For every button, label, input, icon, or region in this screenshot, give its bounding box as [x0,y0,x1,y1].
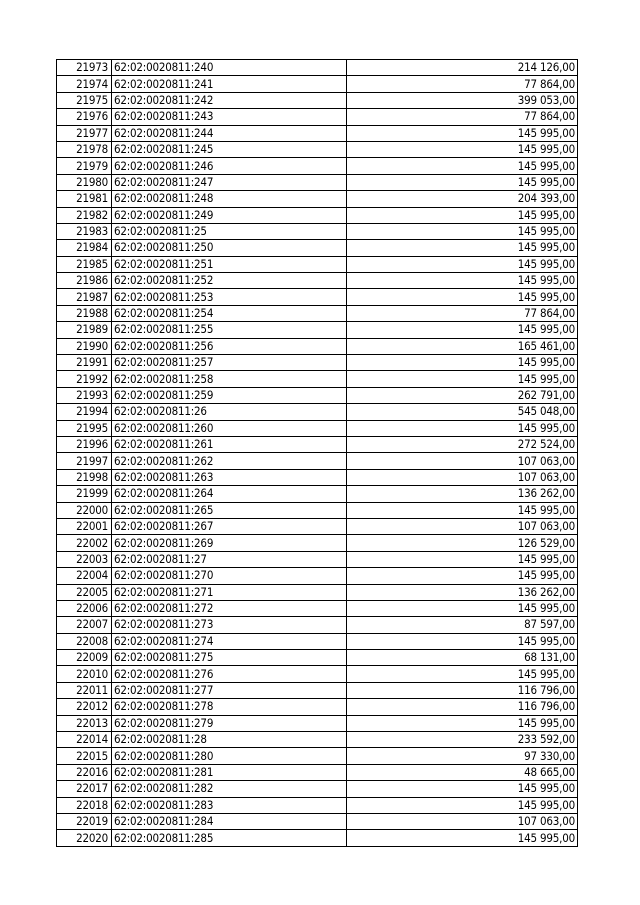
row-number-cell: 21994 [57,404,112,420]
cadastral-number-cell: 62:02:0020811:251 [112,256,347,272]
table-row [57,158,578,174]
cadastral-number-cell: 62:02:0020811:246 [112,158,347,174]
table-row [57,371,578,387]
row-number-cell: 22008 [57,633,112,649]
cadastral-number-cell: 62:02:0020811:270 [112,568,347,584]
table-row [57,666,578,682]
table-row [57,305,578,321]
cadastral-number-cell: 62:02:0020811:243 [112,109,347,125]
table-row [57,650,578,666]
table-row [57,551,578,567]
cadastral-number-cell: 62:02:0020811:249 [112,207,347,223]
row-number-cell: 21990 [57,338,112,354]
value-cell: 145 995,00 [347,125,578,141]
value-cell: 145 995,00 [347,715,578,731]
value-cell: 214 126,00 [347,60,578,76]
cadastral-number-cell: 62:02:0020811:25 [112,223,347,239]
table-row [57,289,578,305]
table-row [57,76,578,92]
row-number-cell: 21993 [57,387,112,403]
cadastral-number-cell: 62:02:0020811:253 [112,289,347,305]
row-number-cell: 21977 [57,125,112,141]
value-cell: 545 048,00 [347,404,578,420]
cadastral-number-cell: 62:02:0020811:265 [112,502,347,518]
table-row [57,109,578,125]
row-number-cell: 22002 [57,535,112,551]
table-row [57,732,578,748]
row-number-cell: 21999 [57,486,112,502]
cadastral-number-cell: 62:02:0020811:267 [112,518,347,534]
value-cell: 107 063,00 [347,813,578,829]
value-cell: 145 995,00 [347,223,578,239]
table-row [57,633,578,649]
row-number-cell: 21973 [57,60,112,76]
value-cell: 145 995,00 [347,207,578,223]
table-row [57,256,578,272]
cadastral-value-table [56,59,578,847]
cadastral-number-cell: 62:02:0020811:258 [112,371,347,387]
row-number-cell: 21974 [57,76,112,92]
table-row [57,764,578,780]
table-row [57,141,578,157]
row-number-cell: 22020 [57,830,112,846]
table-row [57,568,578,584]
cadastral-number-cell: 62:02:0020811:28 [112,732,347,748]
cadastral-number-cell: 62:02:0020811:242 [112,92,347,108]
table-row [57,781,578,797]
value-cell: 145 995,00 [347,240,578,256]
value-cell: 145 995,00 [347,781,578,797]
cadastral-number-cell: 62:02:0020811:244 [112,125,347,141]
table-row [57,338,578,354]
value-cell: 145 995,00 [347,174,578,190]
row-number-cell: 22017 [57,781,112,797]
cadastral-number-cell: 62:02:0020811:27 [112,551,347,567]
value-cell: 204 393,00 [347,191,578,207]
row-number-cell: 21983 [57,223,112,239]
row-number-cell: 22001 [57,518,112,534]
cadastral-number-cell: 62:02:0020811:276 [112,666,347,682]
value-cell: 145 995,00 [347,568,578,584]
row-number-cell: 22013 [57,715,112,731]
cadastral-number-cell: 62:02:0020811:271 [112,584,347,600]
row-number-cell: 21998 [57,469,112,485]
cadastral-number-cell: 62:02:0020811:250 [112,240,347,256]
table-row [57,322,578,338]
row-number-cell: 22006 [57,600,112,616]
value-cell: 68 131,00 [347,650,578,666]
cadastral-number-cell: 62:02:0020811:261 [112,436,347,452]
cadastral-number-cell: 62:02:0020811:240 [112,60,347,76]
value-cell: 145 995,00 [347,322,578,338]
table-row [57,453,578,469]
row-number-cell: 21996 [57,436,112,452]
value-cell: 272 524,00 [347,436,578,452]
table-row [57,191,578,207]
cadastral-number-cell: 62:02:0020811:241 [112,76,347,92]
table-row [57,715,578,731]
cadastral-number-cell: 62:02:0020811:277 [112,682,347,698]
row-number-cell: 22014 [57,732,112,748]
row-number-cell: 22007 [57,617,112,633]
value-cell: 145 995,00 [347,551,578,567]
cadastral-number-cell: 62:02:0020811:255 [112,322,347,338]
row-number-cell: 22010 [57,666,112,682]
row-number-cell: 22019 [57,813,112,829]
table-row [57,617,578,633]
table-row [57,584,578,600]
value-cell: 126 529,00 [347,535,578,551]
row-number-cell: 22011 [57,682,112,698]
value-cell: 145 995,00 [347,600,578,616]
row-number-cell: 22009 [57,650,112,666]
value-cell: 145 995,00 [347,158,578,174]
table-row [57,60,578,76]
row-number-cell: 22003 [57,551,112,567]
cadastral-number-cell: 62:02:0020811:281 [112,764,347,780]
row-number-cell: 21978 [57,141,112,157]
cadastral-number-cell: 62:02:0020811:26 [112,404,347,420]
value-cell: 145 995,00 [347,355,578,371]
value-cell: 77 864,00 [347,76,578,92]
cadastral-number-cell: 62:02:0020811:260 [112,420,347,436]
value-cell: 77 864,00 [347,305,578,321]
value-cell: 399 053,00 [347,92,578,108]
table-row [57,682,578,698]
row-number-cell: 21986 [57,273,112,289]
table-body [57,60,578,847]
cadastral-number-cell: 62:02:0020811:284 [112,813,347,829]
cadastral-number-cell: 62:02:0020811:275 [112,650,347,666]
cadastral-number-cell: 62:02:0020811:257 [112,355,347,371]
row-number-cell: 21981 [57,191,112,207]
value-cell: 145 995,00 [347,256,578,272]
table-row [57,486,578,502]
cadastral-number-cell: 62:02:0020811:279 [112,715,347,731]
table-row [57,518,578,534]
cadastral-number-cell: 62:02:0020811:264 [112,486,347,502]
cadastral-number-cell: 62:02:0020811:256 [112,338,347,354]
value-cell: 145 995,00 [347,666,578,682]
row-number-cell: 21997 [57,453,112,469]
value-cell: 116 796,00 [347,699,578,715]
value-cell: 116 796,00 [347,682,578,698]
value-cell: 107 063,00 [347,518,578,534]
value-cell: 136 262,00 [347,486,578,502]
table-row [57,797,578,813]
row-number-cell: 21995 [57,420,112,436]
value-cell: 145 995,00 [347,141,578,157]
table-row [57,600,578,616]
row-number-cell: 21989 [57,322,112,338]
cadastral-number-cell: 62:02:0020811:269 [112,535,347,551]
table-row [57,387,578,403]
cadastral-number-cell: 62:02:0020811:259 [112,387,347,403]
table-row [57,404,578,420]
row-number-cell: 22004 [57,568,112,584]
table-row [57,420,578,436]
row-number-cell: 22015 [57,748,112,764]
value-cell: 145 995,00 [347,830,578,846]
value-cell: 48 665,00 [347,764,578,780]
cadastral-number-cell: 62:02:0020811:273 [112,617,347,633]
cadastral-number-cell: 62:02:0020811:262 [112,453,347,469]
row-number-cell: 21982 [57,207,112,223]
table-row [57,92,578,108]
row-number-cell: 22018 [57,797,112,813]
row-number-cell: 21979 [57,158,112,174]
cadastral-number-cell: 62:02:0020811:280 [112,748,347,764]
value-cell: 145 995,00 [347,502,578,518]
value-cell: 145 995,00 [347,371,578,387]
table-row [57,830,578,846]
table-row [57,273,578,289]
cadastral-number-cell: 62:02:0020811:245 [112,141,347,157]
cadastral-number-cell: 62:02:0020811:278 [112,699,347,715]
value-cell: 97 330,00 [347,748,578,764]
table-row [57,240,578,256]
row-number-cell: 22012 [57,699,112,715]
row-number-cell: 21988 [57,305,112,321]
table-row [57,355,578,371]
value-cell: 145 995,00 [347,633,578,649]
value-cell: 107 063,00 [347,453,578,469]
value-cell: 233 592,00 [347,732,578,748]
cadastral-number-cell: 62:02:0020811:248 [112,191,347,207]
row-number-cell: 21991 [57,355,112,371]
cadastral-number-cell: 62:02:0020811:247 [112,174,347,190]
value-cell: 77 864,00 [347,109,578,125]
cadastral-number-cell: 62:02:0020811:252 [112,273,347,289]
table-row [57,502,578,518]
table-row [57,125,578,141]
row-number-cell: 21987 [57,289,112,305]
value-cell: 145 995,00 [347,289,578,305]
value-cell: 87 597,00 [347,617,578,633]
value-cell: 145 995,00 [347,797,578,813]
row-number-cell: 21975 [57,92,112,108]
table-row [57,174,578,190]
value-cell: 145 995,00 [347,273,578,289]
row-number-cell: 21980 [57,174,112,190]
value-cell: 262 791,00 [347,387,578,403]
table-row [57,436,578,452]
table-row [57,748,578,764]
table-row [57,469,578,485]
row-number-cell: 22000 [57,502,112,518]
table-row [57,535,578,551]
value-cell: 165 461,00 [347,338,578,354]
table-row [57,813,578,829]
value-cell: 136 262,00 [347,584,578,600]
cadastral-number-cell: 62:02:0020811:254 [112,305,347,321]
row-number-cell: 22005 [57,584,112,600]
table-row [57,223,578,239]
cadastral-number-cell: 62:02:0020811:272 [112,600,347,616]
row-number-cell: 21984 [57,240,112,256]
value-cell: 145 995,00 [347,420,578,436]
cadastral-number-cell: 62:02:0020811:282 [112,781,347,797]
value-cell: 107 063,00 [347,469,578,485]
row-number-cell: 21976 [57,109,112,125]
row-number-cell: 21992 [57,371,112,387]
table-row [57,207,578,223]
cadastral-number-cell: 62:02:0020811:263 [112,469,347,485]
cadastral-number-cell: 62:02:0020811:285 [112,830,347,846]
table-row [57,699,578,715]
cadastral-number-cell: 62:02:0020811:283 [112,797,347,813]
row-number-cell: 22016 [57,764,112,780]
row-number-cell: 21985 [57,256,112,272]
cadastral-number-cell: 62:02:0020811:274 [112,633,347,649]
